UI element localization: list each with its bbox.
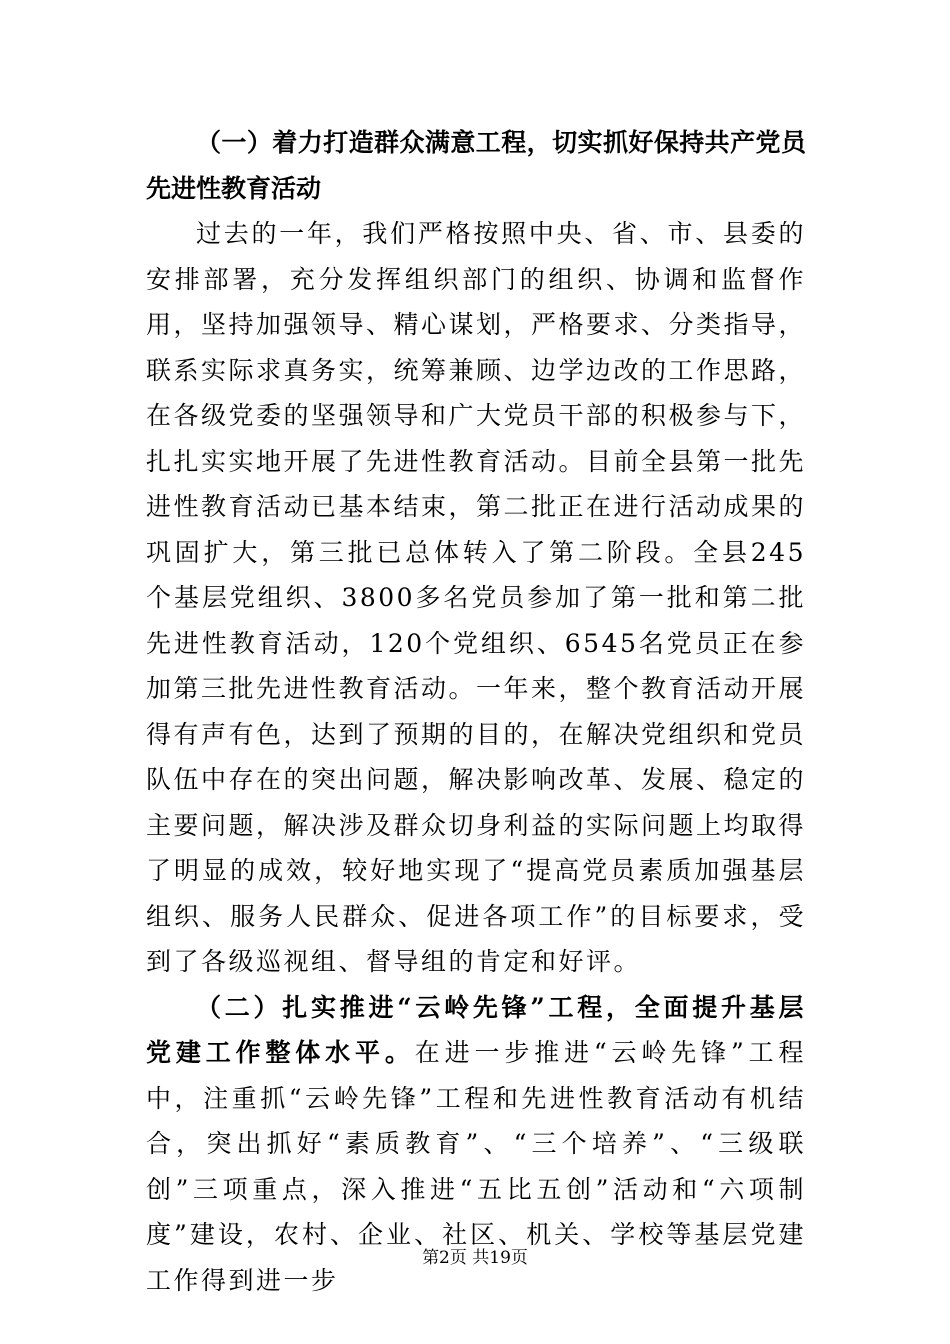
section-1-heading: （一）着力打造群众满意工程，切实抓好保持共产党员先进性教育活动 xyxy=(146,128,806,203)
page-number-footer: 第2页 共19页 xyxy=(422,1248,528,1268)
document-body xyxy=(146,120,806,1303)
section-2-heading: （二）扎实推进“云岭先锋”工程，全面提升基层党建工作整体水平。 xyxy=(146,992,806,1067)
section-1-paragraph: 过去的一年，我们严格按照中央、省、市、县委的安排部署，充分发挥组织部门的组织、协调和监督作用，坚持加强领导、精心谋划，严格要求、分类指导，联系实际求真务实，统筹兼顾、边学边改的工作思路，在各级党委的坚强领导和广大党员干部的积极参与下，扎扎实实地开展了先进性教育活动。目前全县第一批先进性教育活动已基本结束，第二批正在进行活动成果的巩固扩大，第三批已总体转入了第二阶段。全县245个基层党组织、3800多名党员参加了第一批和第二批先进性教育活动，120个党组织、6545名党员正在参加第三批先进性教育活动。一年来，整个教育活动开展得有声有色，达到了预期的目的，在解决党组织和党员队伍中存在的突出问题，解决影响改革、发展、稳定的主要问题，解决涉及群众切身利益的实际问题上均取得了明显的成效，较好地实现了“提高党员素质加强基层组织、服务人民群众、促进各项工作”的目标要求，受到了各级巡视组、督导组的肯定和好评。 xyxy=(146,219,807,976)
section-2-text: 在进一步推进“云岭先锋”工程中，注重抓“云岭先锋”工程和先进性教育活动有机结合，突出抓好“素质教育”、“三个培养”、“三级联创”三项重点，深入推进“五比五创”活动和“六项制度”建设，农村、企业、社区、机关、学校等基层党建工作得到进一步 xyxy=(146,1038,806,1295)
